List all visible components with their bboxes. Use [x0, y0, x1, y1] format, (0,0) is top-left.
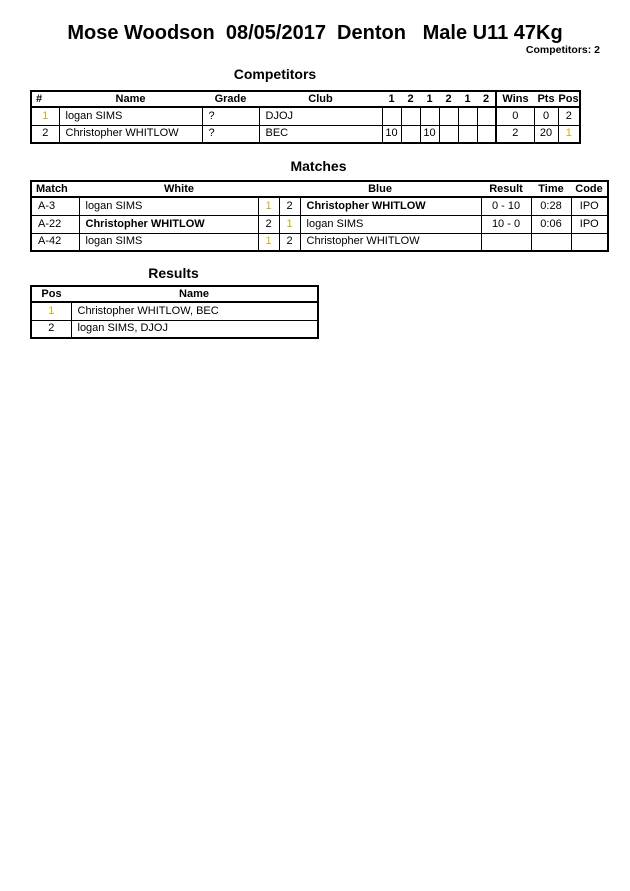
score-cell [458, 125, 477, 143]
match-row [31, 215, 608, 233]
competitors-count: Competitors: 2 [525, 44, 600, 56]
match-code-cell [571, 233, 608, 251]
score-cell [477, 107, 496, 125]
competitor-wins-cell: 2 [496, 125, 534, 143]
match-blue-name-cell: Christopher WHITLOW [300, 233, 481, 251]
match-blue-number-cell: 1 [279, 215, 300, 233]
competitors-table [30, 90, 581, 144]
col-header-name: Name [59, 91, 202, 107]
match-id-cell: A-3 [31, 197, 79, 215]
col-header-score-2: 2 [401, 91, 420, 107]
score-cell [458, 107, 477, 125]
matches-header-row [31, 181, 608, 197]
score-cell [439, 107, 458, 125]
competitor-pts-cell: 0 [534, 107, 558, 125]
result-pos-cell: 1 [31, 302, 71, 320]
match-result-cell: 0 - 10 [481, 197, 531, 215]
competitor-row [31, 107, 580, 125]
matches-table [30, 180, 609, 252]
match-white-name-cell: Christopher WHITLOW [79, 215, 258, 233]
match-result-cell: 10 - 0 [481, 215, 531, 233]
competitor-row [31, 125, 580, 143]
result-pos-cell: 2 [31, 320, 71, 338]
score-cell: 10 [420, 125, 439, 143]
col-header-result: Result [481, 181, 531, 197]
match-code-cell: IPO [571, 197, 608, 215]
score-cell: 10 [382, 125, 401, 143]
col-header-blue: Blue [279, 181, 481, 197]
match-white-name-cell: logan SIMS [79, 233, 258, 251]
competitor-pos-cell: 2 [558, 107, 580, 125]
match-white-number-cell: 1 [258, 197, 279, 215]
results-table [30, 285, 319, 339]
competitor-wins-cell: 0 [496, 107, 534, 125]
result-name-cell: Christopher WHITLOW, BEC [71, 302, 318, 320]
col-header-pos: Pos [558, 91, 580, 107]
result-row [31, 320, 318, 338]
col-header-score-4: 2 [439, 91, 458, 107]
matches-section-title: Matches [290, 158, 347, 174]
results-section-title: Results [148, 265, 199, 281]
match-time-cell: 0:28 [531, 197, 571, 215]
match-code-cell: IPO [571, 215, 608, 233]
match-time-cell [531, 233, 571, 251]
competitors-header-row [31, 91, 580, 107]
page-title: Mose Woodson 08/05/2017 Denton Male U11 47Kg [67, 22, 563, 44]
match-blue-number-cell: 2 [279, 197, 300, 215]
competitor-name-cell: logan SIMS [59, 107, 202, 125]
competitor-pts-cell: 20 [534, 125, 558, 143]
col-header-match: Match [31, 181, 79, 197]
competitors-section-title: Competitors [233, 66, 317, 82]
match-blue-number-cell: 2 [279, 233, 300, 251]
col-header-number: # [31, 91, 59, 107]
col-header-club: Club [259, 91, 382, 107]
result-name-cell: logan SIMS, DJOJ [71, 320, 318, 338]
match-result-cell [481, 233, 531, 251]
result-row [31, 302, 318, 320]
competitor-club-cell: DJOJ [259, 107, 382, 125]
score-cell [477, 125, 496, 143]
score-cell [382, 107, 401, 125]
col-header-time: Time [531, 181, 571, 197]
col-header-score-3: 1 [420, 91, 439, 107]
col-header-grade: Grade [202, 91, 259, 107]
match-row [31, 197, 608, 215]
match-id-cell: A-42 [31, 233, 79, 251]
match-row [31, 233, 608, 251]
match-time-cell: 0:06 [531, 215, 571, 233]
match-blue-name-cell: Christopher WHITLOW [300, 197, 481, 215]
col-header-score-6: 2 [477, 91, 496, 107]
match-white-number-cell: 2 [258, 215, 279, 233]
col-header-code: Code [571, 181, 608, 197]
competitor-number-cell: 1 [31, 107, 59, 125]
score-cell [401, 107, 420, 125]
competitor-club-cell: BEC [259, 125, 382, 143]
score-cell [401, 125, 420, 143]
competitor-grade-cell: ? [202, 107, 259, 125]
competitor-name-cell: Christopher WHITLOW [59, 125, 202, 143]
col-header-result-pos: Pos [31, 286, 71, 302]
col-header-pts: Pts [534, 91, 558, 107]
competitor-number-cell: 2 [31, 125, 59, 143]
score-cell [439, 125, 458, 143]
score-cell [420, 107, 439, 125]
col-header-wins: Wins [496, 91, 534, 107]
match-white-name-cell: logan SIMS [79, 197, 258, 215]
col-header-score-1: 1 [382, 91, 401, 107]
match-white-number-cell: 1 [258, 233, 279, 251]
col-header-result-name: Name [71, 286, 318, 302]
col-header-score-5: 1 [458, 91, 477, 107]
competitor-pos-cell: 1 [558, 125, 580, 143]
match-blue-name-cell: logan SIMS [300, 215, 481, 233]
competitor-grade-cell: ? [202, 125, 259, 143]
col-header-white: White [79, 181, 279, 197]
match-id-cell: A-22 [31, 215, 79, 233]
results-header-row [31, 286, 318, 302]
